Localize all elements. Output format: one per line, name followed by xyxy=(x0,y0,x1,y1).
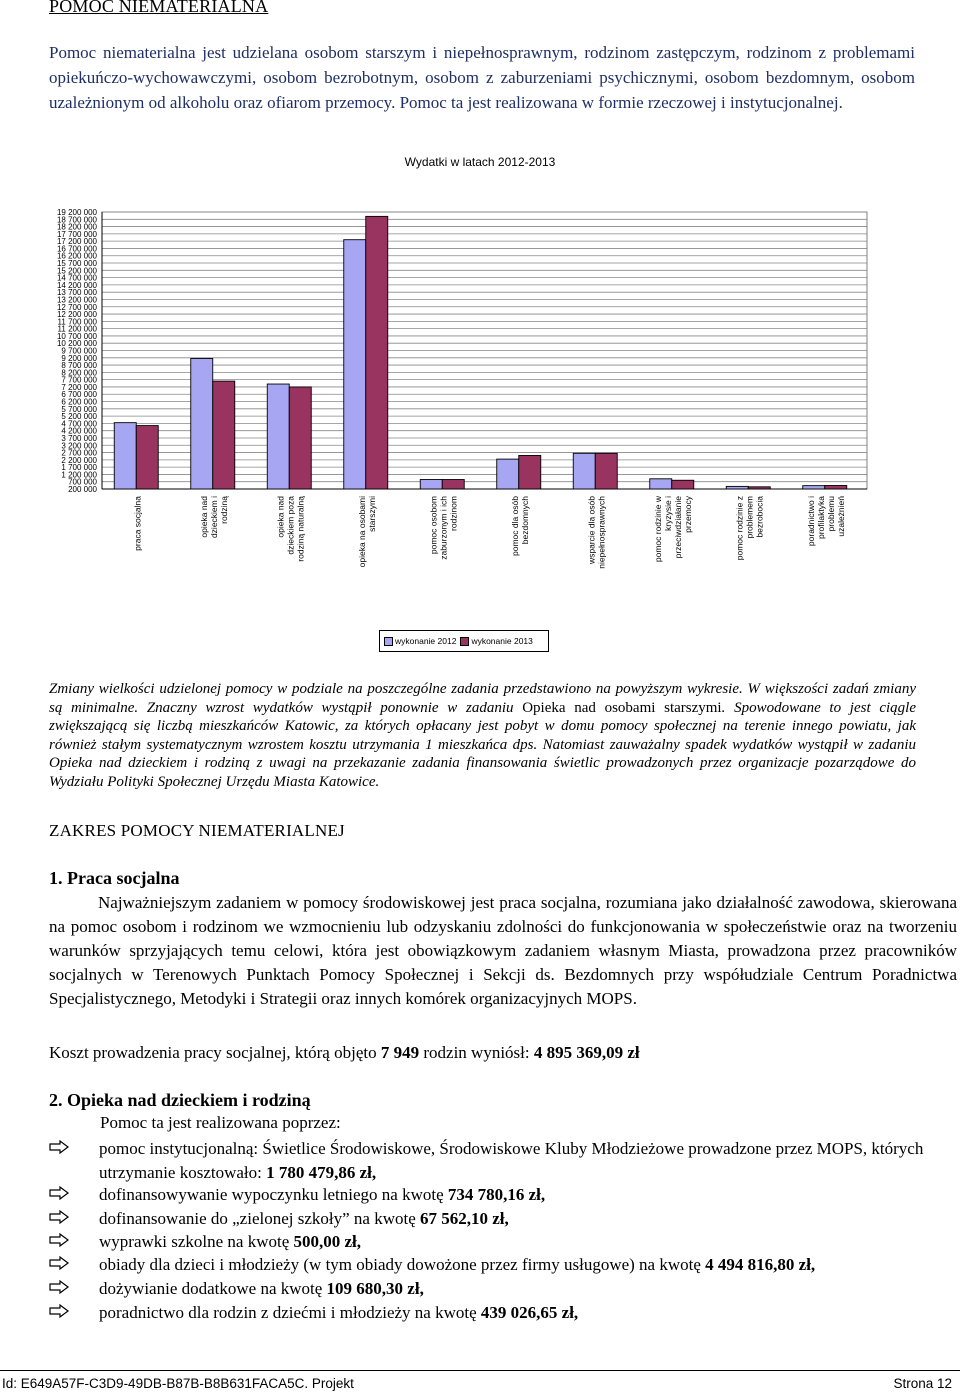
section-heading: ZAKRES POMOCY NIEMATERIALNEJ xyxy=(49,821,345,840)
bar-2013 xyxy=(442,480,464,489)
x-category-label xyxy=(586,496,606,569)
y-tick-label: 12 200 000 xyxy=(56,310,97,320)
y-tick-label: 15 700 000 xyxy=(56,259,97,269)
chart-legend xyxy=(379,630,549,652)
y-tick-label: 3 700 000 xyxy=(61,433,97,443)
section-2-intro: Pomoc ta jest realizowana poprzez: xyxy=(100,1113,341,1132)
svg-text:pomoc rodzinie z: pomoc rodzinie z xyxy=(734,496,745,561)
x-category-label xyxy=(357,496,377,567)
svg-text:przemocy: przemocy xyxy=(682,496,693,533)
svg-text:bezrobocia: bezrobocia xyxy=(754,496,765,538)
y-tick-label: 1 200 000 xyxy=(61,470,97,480)
section-2-heading: 2. Opieka nad dzieckiem i rodziną xyxy=(49,1090,311,1110)
y-tick-label: 18 200 000 xyxy=(56,222,97,232)
bar-2012 xyxy=(497,459,519,489)
bar-2013 xyxy=(519,455,541,489)
chart-analysis-paragraph: Zmiany wielkości udzielonej pomocy w podziale na poszczególne zadania przedstawiono na powyższym wykresie. W większości zadań zmiany są minimalne. Znaczny wzrost wydatków wystąpił ponownie w zadaniu Opieka nad osobami starszymi. Spowodowane to jest ciągle zwiększającą się liczbą mieszkańców Katowic, za których opłacany jest pobyt w domu pomocy społecznej na terenie innego powiatu, jak również stałym systematycznym wzrostem kosztu utrzymania 1 mieszkańca dps. Natomiast zauważalny spadek wydatków wystąpił w zadaniu Opieka nad dzieckiem i rodziną z uwagi na przekazanie zadania finansowania świetlic prowadzonych przez organizacje pozarządowe do Wydziału Polityki Społecznej Urzędu Miasta Katowice. xyxy=(49,681,916,790)
document-id: Id: E649A57F-C3D9-49DB-B87B-B8B631FACA5C. Projekt xyxy=(2,1376,354,1391)
y-tick-label: 8 200 000 xyxy=(61,368,97,378)
svg-text:starszymi: starszymi xyxy=(366,496,377,532)
svg-text:pomoc dla osób: pomoc dla osób xyxy=(509,496,520,557)
y-tick-label: 12 700 000 xyxy=(56,302,97,312)
y-tick-label: 14 200 000 xyxy=(56,280,97,290)
y-tick-label: 13 200 000 xyxy=(56,295,97,305)
section-1-cost: Koszt prowadzenia pracy socjalnej, którą objęto 7 949 rodzin wyniósł: 4 895 369,09 zł xyxy=(49,1043,640,1062)
bar-2013 xyxy=(825,486,847,489)
page-heading: POMOC NIEMATERIALNA xyxy=(49,0,269,16)
y-tick-label: 3 200 000 xyxy=(61,441,97,451)
svg-text:opieka nad: opieka nad xyxy=(198,496,209,538)
bar-2013 xyxy=(672,480,694,489)
y-tick-label: 1 700 000 xyxy=(61,463,97,473)
bar-2013 xyxy=(595,453,617,489)
y-tick-label: 16 700 000 xyxy=(56,244,97,254)
bar-2012 xyxy=(650,479,672,489)
bar-2013 xyxy=(366,216,388,489)
svg-text:kryzysie i: kryzysie i xyxy=(662,496,673,531)
y-tick-label: 8 700 000 xyxy=(61,361,97,371)
x-category-label xyxy=(653,495,693,562)
y-tick-label: 9 200 000 xyxy=(61,353,97,363)
outline-arrow-right-icon xyxy=(49,1301,99,1325)
bar-2013 xyxy=(136,426,158,489)
x-category-label xyxy=(199,496,229,538)
outline-arrow-right-icon xyxy=(49,1137,99,1161)
list-item: dożywianie dodatkowe na kwotę 109 680,30 zł, xyxy=(49,1277,424,1301)
svg-text:zaburzonym i ich: zaburzonym i ich xyxy=(438,496,449,560)
y-tick-label: 15 200 000 xyxy=(56,266,97,276)
svg-text:niepełnosprawnych: niepełnosprawnych xyxy=(596,496,607,569)
y-tick-label: 10 200 000 xyxy=(56,339,97,349)
bar-2012 xyxy=(803,486,825,489)
bar-2013 xyxy=(213,381,235,489)
svg-text:pomoc osobom: pomoc osobom xyxy=(428,496,439,555)
y-tick-label: 7 700 000 xyxy=(61,375,97,385)
svg-text:poradnictwo i: poradnictwo i xyxy=(805,496,816,547)
y-tick-label: 6 200 000 xyxy=(61,397,97,407)
y-tick-label: 700 000 xyxy=(68,477,97,487)
legend-label-2012: wykonanie 2012 xyxy=(395,636,457,646)
list-item: dofinansowanie do „zielonej szkoły” na kwotę 67 562,10 zł, xyxy=(49,1207,509,1231)
emphasized-task: Opieka nad osobami starszymi xyxy=(522,699,722,716)
outline-arrow-right-icon xyxy=(49,1207,99,1231)
svg-text:rodziną naturalną: rodziną naturalną xyxy=(295,496,306,562)
section-1-heading: 1. Praca socjalna xyxy=(49,868,180,888)
x-category-label xyxy=(428,496,458,560)
y-tick-label: 11 200 000 xyxy=(57,324,97,334)
svg-text:praca socjalna: praca socjalna xyxy=(132,496,143,551)
y-tick-label: 6 700 000 xyxy=(61,390,97,400)
svg-text:pomoc rodzinie w: pomoc rodzinie w xyxy=(652,496,663,563)
legend-swatch-2013 xyxy=(460,637,469,646)
y-tick-label: 2 700 000 xyxy=(61,448,97,458)
x-category-label xyxy=(510,496,530,556)
section-1-body: Najważniejszym zadaniem w pomocy środowiskowej jest praca socjalna, rozumiana jako działalność zawodowa, skierowana na pomoc osobom i rodzinom we wzmocnieniu lub odzyskaniu zdolności do funkcjonowania w społeczeństwie oraz na tworzeniu warunków sprzyjających temu celowi, która jest obowiązkowym zadaniem własnym Miasta, prowadzona przez pracowników socjalnych w Terenowych Punktach Pomocy Społecznej i Sekcji ds. Bezdomnych przy współudziale Centrum Poradnictwa Specjalistycznego, Metodyki i Strategii oraz innych komórek organizacyjnych MOPS. xyxy=(49,893,957,1008)
y-tick-label: 11 700 000 xyxy=(57,317,97,327)
svg-text:uzależnień: uzależnień xyxy=(835,496,846,537)
chart-title: Wydatki w latach 2012-2013 xyxy=(404,155,556,169)
y-tick-label: 10 700 000 xyxy=(56,331,97,341)
list-item: poradnictwo dla rodzin z dziećmi i młodzieży na kwotę 439 026,65 zł, xyxy=(49,1301,578,1325)
y-tick-label: 7 200 000 xyxy=(61,382,97,392)
bar-2012 xyxy=(344,240,366,489)
bar-2012 xyxy=(114,423,136,489)
list-item: pomoc instytucjonalną: Świetlice Środowiskowe, Środowiskowe Kluby Młodzieżowe prowadzone przez MOPS, których utrzymanie kosztowało: 1 780 479,86 zł, xyxy=(49,1137,957,1185)
bar-2012 xyxy=(267,384,289,489)
legend-label-2013: wykonanie 2013 xyxy=(471,636,533,646)
x-category-label xyxy=(275,496,305,562)
list-item: obiady dla dzieci i młodzieży (w tym obiady dowożone przez firmy usługowe) na kwotę 4 494 816,80 zł, xyxy=(49,1253,815,1277)
y-tick-label: 4 200 000 xyxy=(61,426,97,436)
x-category-label xyxy=(734,496,764,561)
bar-2012 xyxy=(420,480,442,489)
svg-text:opieka nad: opieka nad xyxy=(275,496,286,538)
list-item: dofinansowywanie wypoczynku letniego na kwotę 734 780,16 zł, xyxy=(49,1183,545,1207)
y-tick-label: 17 700 000 xyxy=(56,229,97,239)
svg-text:dzieckiem i: dzieckiem i xyxy=(208,496,219,539)
outline-arrow-right-icon xyxy=(49,1253,99,1277)
svg-text:problemem: problemem xyxy=(744,496,755,539)
x-category-label xyxy=(132,496,142,551)
legend-swatch-2012 xyxy=(384,637,393,646)
svg-text:profilaktyka: profilaktyka xyxy=(815,496,826,539)
svg-text:wsparcie dla osób: wsparcie dla osób xyxy=(586,496,597,565)
svg-text:rodziną: rodziną xyxy=(218,496,229,524)
list-item: wyprawki szkolne na kwotę 500,00 zł, xyxy=(49,1230,361,1254)
y-tick-label: 4 700 000 xyxy=(61,419,97,429)
outline-arrow-right-icon xyxy=(49,1277,99,1301)
svg-text:dzieckiem poza: dzieckiem poza xyxy=(285,496,296,555)
svg-text:przeciwdziałanie: przeciwdziałanie xyxy=(672,496,683,559)
bar-2012 xyxy=(726,486,748,489)
bar-2013 xyxy=(748,487,770,489)
footer-divider xyxy=(0,1370,960,1371)
outline-arrow-right-icon xyxy=(49,1230,99,1254)
y-tick-label: 5 700 000 xyxy=(61,404,97,414)
y-tick-label: 18 700 000 xyxy=(56,215,97,225)
y-tick-label: 14 700 000 xyxy=(56,273,97,283)
intro-paragraph: Pomoc niematerialna jest udzielana osobom starszym i niepełnosprawnym, rodzinom zastępczym, rodzinom z problemami opiekuńczo-wychowawczymi, osobom bezrobotnym, osobom z zaburzeniami psychicznymi, osobom bezdomnym, osobom uzależnionym od alkoholu oraz ofiarom przemocy. Pomoc ta jest realizowana w formie rzeczowej i instytucjonalnej. xyxy=(49,43,915,112)
bar-2013 xyxy=(289,387,311,489)
x-category-label xyxy=(806,496,846,546)
y-tick-label: 19 200 000 xyxy=(56,208,97,217)
y-tick-label: 17 200 000 xyxy=(56,237,97,247)
svg-text:bezdomnych: bezdomnych xyxy=(519,496,530,545)
y-tick-label: 5 200 000 xyxy=(61,412,97,422)
svg-text:rodzinom: rodzinom xyxy=(448,496,459,531)
svg-text:opieka na osobami: opieka na osobami xyxy=(356,496,367,568)
y-tick-label: 9 700 000 xyxy=(61,346,97,356)
y-tick-label: 2 200 000 xyxy=(61,455,97,465)
outline-arrow-right-icon xyxy=(49,1183,99,1207)
page-number: Strona 12 xyxy=(893,1376,952,1391)
y-tick-label: 13 700 000 xyxy=(56,288,97,298)
bar-2012 xyxy=(573,453,595,489)
y-tick-label: 16 200 000 xyxy=(56,251,97,261)
svg-text:problemu: problemu xyxy=(825,496,836,532)
bar-2012 xyxy=(191,359,213,489)
expenses-chart xyxy=(0,200,960,630)
y-tick-label: 200 000 xyxy=(68,485,97,494)
